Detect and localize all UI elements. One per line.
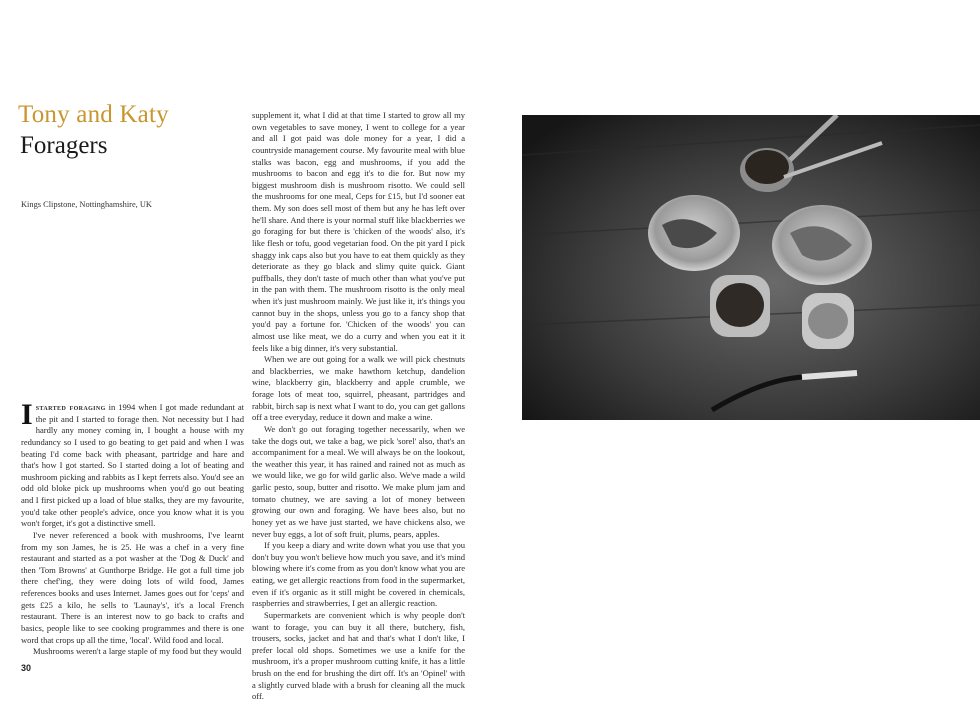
paragraph xyxy=(21,398,244,530)
text-column-middle xyxy=(252,110,465,703)
page-number: 30 xyxy=(21,663,32,673)
location-caption: Kings Clipstone, Nottinghamshire, UK xyxy=(21,200,152,209)
paragraph: Mushrooms weren't a large staple of my food but they would xyxy=(33,646,242,657)
jar-right xyxy=(802,293,854,349)
bowl-left xyxy=(648,195,740,271)
paragraph: We don't go out foraging together necessarily, when we take the dogs out, we take a bag, we pick 'sorel' also, that's an accompaniment for a meal. We will always be on the lookout, the weather this year, it has rained and rained not as much as we would like, we go for wild garlic also. We've made a wild garlic pesto, soup, butter and risotto. We make plum jam and tomato chutney, we are saving a lot of money between growing our own and foraging. We have bees also, but no honey yet as we have just started, we have chickens also, we never buy eggs, a lot of soft fruit, plums, pears, apples. xyxy=(252,423,465,539)
paragraph: supplement it, what I did at that time I started to grow all my own vegetables to save money, I went to college for a year and all I got paid was dole money for a year, I did a countryside management course. My favourite meal with blue stalks was bacon, egg and mushrooms, if you add the mushrooms to bacon and egg it's to die for. But now my biggest mushroom dish is mushroom risotto. We could sell the mushrooms for one meal, Ceps for £15, but I'd sooner eat them. My son does sell most of them but any he has left over he'll share. And there is your normal stuff like blackberries we go foraging for but there is 'chicken of the woods' also, it's like flesh or tofu, good vegetarian food. On the pit yard I pick shaggy ink caps also but you have to eat them quickly as they deteriorate as they go black and slimy quite quick. Giant puffballs, they don't taste of much other than what you've put in the pan with them. The mushroom risotto is the only meal when it's just mushroom mainly. We just like it, it's things you cannot buy in the shops, unless you go to a fancy shop that you'd pay a fortune for. 'Chicken of the woods' you can almost use like meat, we do a curry and when you eat it it feels like a big dinner, it's very substantial. xyxy=(252,110,465,353)
page-title-name: Tony and Katy xyxy=(18,101,169,128)
paragraph: Supermarkets are convenient which is why people don't want to forage, you can buy it all there, butchery, fish, trousers, socks, jacket and hat and that's what I don't like, I prefer local old shops. Sometimes we use a knife for the mushroom, it's a proper mushroom cutting knife, it has a little brush on the end for brushing the dirt off. It's an 'Opinel' with a slightly curved blade with a brush for cleaning all the muck off. xyxy=(252,609,465,702)
page-title-occupation: Foragers xyxy=(20,132,108,159)
jar-left xyxy=(710,275,770,337)
drop-cap: I xyxy=(21,398,33,431)
paragraph: I've never referenced a book with mushrooms, I've learnt from my son James, he is 25. He was a chef in a very fine restaurant and started as a pot washer at the 'Dog & Duck' and then 'Tom Browns' at Gunthorpe Bridge. He got a full time job there chef'ing, they were doing lots of wild food, James references books and uses Internet. James goes out for 'ceps' and gets £25 a kilo, he sells to 'Launay's', it's a local French restaurant. There is an interest now to go back to crafts and basics, people like to see cooking programmes and there is one word that crops up all the time, 'local'. Wild food and local. xyxy=(21,529,244,645)
lead-in: started foraging xyxy=(35,402,106,412)
paragraph: When we are out going for a walk we will pick chestnuts and blackberries, we make hawthorn ketchup, dandelion wine, blackberry gin, blackberry and apple crumble, we forage lots of meat too, squirrel, pheasant, partridges and rabbit, birch sap is next what I want to do, you can get gallons off a tree everyday, reduce it down and make a wine. xyxy=(252,354,465,423)
paragraph-text: in 1994 when I got made redundant at the pit and I started to forage then. Not necessity but I had hardly any money coming in, I bought a house with my redundancy so I used to go beating to get paid and when I was beating I'd come back with pheasant, partridge and hare and that's how I got started. So I started doing a lot of beating and mushroom picking and rabbits as I kept ferrets also. You'd see an odd old bloke pick up mushrooms when you'd go out beating and I first picked up a load of blue stalks, they are my favourite, you'd take other people's advice, once you know what it is you won't forget, it's got a distinctive smell. xyxy=(21,402,244,529)
bowl-right xyxy=(772,205,872,285)
paragraph: If you keep a diary and write down what you use that you don't buy you won't believe how much you save, and it's mind blowing where it's come from as you don't know what you are eating, we get allergic reactions from food in the supermarket, even if it's organic as it still might be covered in chemicals, raspberries and strawberries, I get an allergic reaction. xyxy=(252,540,465,609)
photo-mushrooms-on-table xyxy=(522,115,980,420)
text-column-left xyxy=(21,398,244,658)
